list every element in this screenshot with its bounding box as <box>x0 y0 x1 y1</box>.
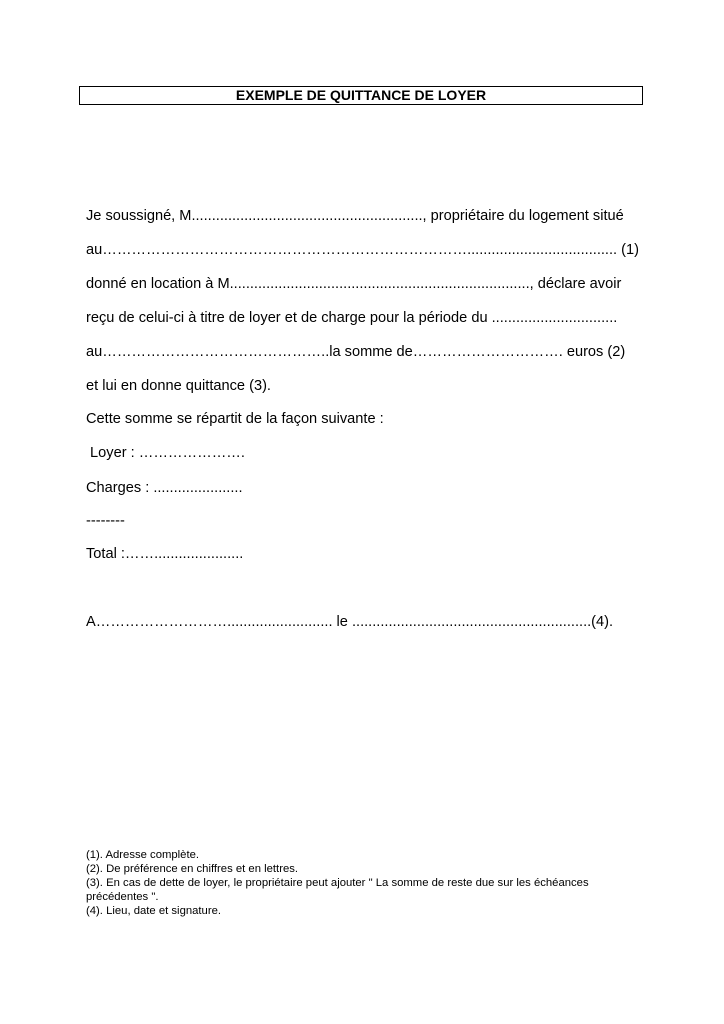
footnote-3-continued: précédentes ". <box>86 891 159 903</box>
body-line-proprietor: Je soussigné, M........................................................., propriétaire du logement situé <box>86 208 624 224</box>
body-line-breakdown-intro: Cette somme se répartit de la façon suivante : <box>86 411 384 427</box>
body-line-period-start: reçu de celui-ci à titre de loyer et de charge pour la période du ............................... <box>86 310 618 326</box>
footnotes <box>86 848 589 918</box>
body-line-period-end-amount: au………………………………………..la somme de…………………………. euros (2) <box>86 344 626 360</box>
breakdown-charges: Charges : ...................... <box>86 480 243 496</box>
footnote-2: (2). De préférence en chiffres et en lettres. <box>86 863 299 875</box>
document-title: EXEMPLE DE QUITTANCE DE LOYER <box>79 86 643 105</box>
breakdown-rent: Loyer : …………………. <box>86 445 245 461</box>
place-date-line: A……………………….......................... le ...........................................................(4). <box>86 614 614 630</box>
footnote-3: (3). En cas de dette de loyer, le propriétaire peut ajouter " La somme de reste due sur les échéances <box>86 877 589 889</box>
body-line-address: au…………………………………………………………………..................................... (1) <box>86 242 639 258</box>
footnote-4: (4). Lieu, date et signature. <box>86 905 222 917</box>
breakdown-separator: -------- <box>86 513 125 529</box>
body-line-tenant: donné en location à M.........................................................................., déclare avoir <box>86 276 622 292</box>
footnote-1: (1). Adresse complète. <box>86 849 200 861</box>
body-line-receipt: et lui en donne quittance (3). <box>86 378 271 394</box>
breakdown-total: Total :……...................... <box>86 546 244 562</box>
